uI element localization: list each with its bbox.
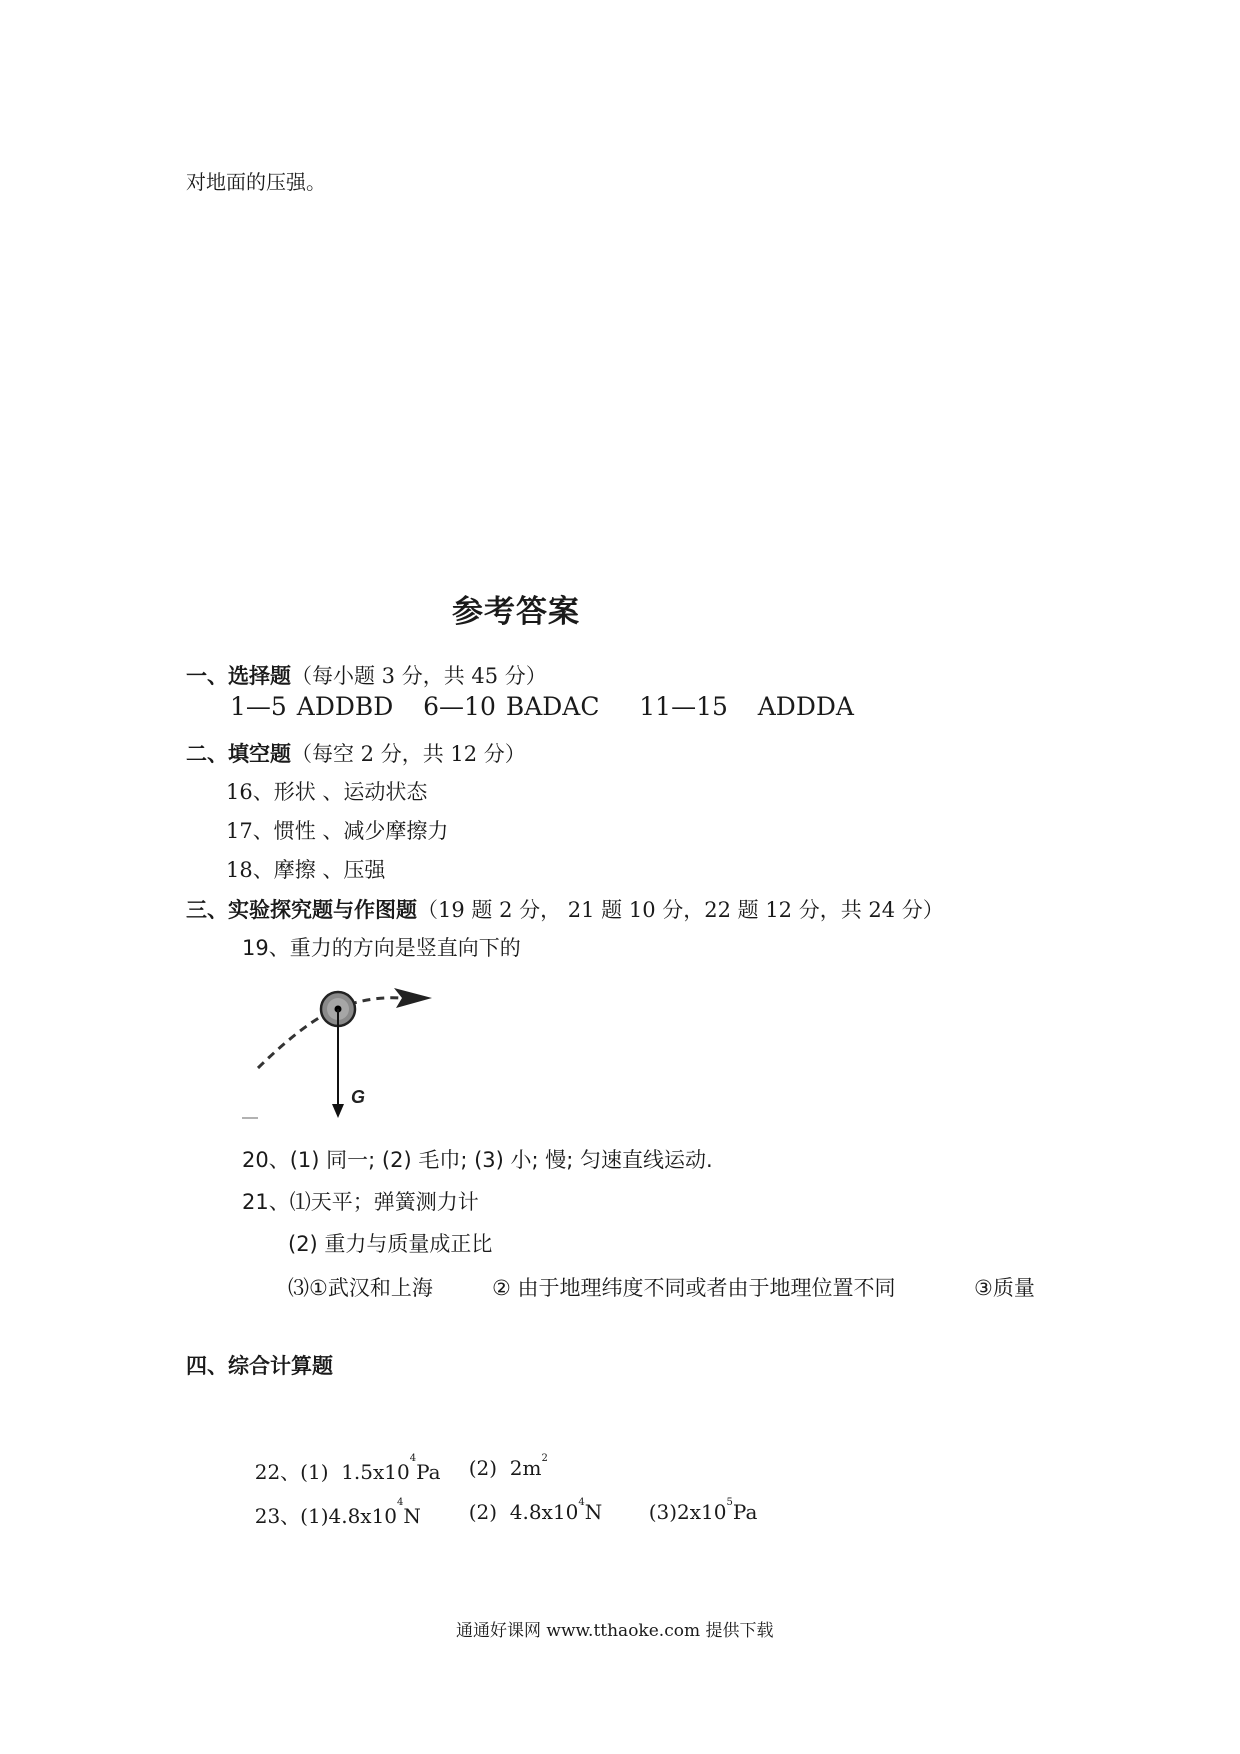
answer-21-line-3b: ② 由于地理纬度不同或者由于地理位置不同 bbox=[492, 1276, 896, 1300]
choice-answers: 1—5 ADDBD 6—10 BADAC 11—15 ADDDA bbox=[230, 692, 854, 721]
answer-23-part-3: (3)2x10 bbox=[648, 1500, 727, 1524]
answer-23-unit-1: N bbox=[403, 1504, 421, 1528]
answer-23b bbox=[456, 1476, 602, 1524]
section-2-heading-line bbox=[186, 738, 526, 768]
answer-23-unit-2: N bbox=[584, 1500, 603, 1524]
answer-20: 20、(1) 同一; (2) 毛巾; (3) 小; 慢; 匀速直线运动. bbox=[242, 1148, 713, 1172]
intro-text: 对地面的压强。 bbox=[186, 170, 326, 194]
trajectory-arrowhead bbox=[394, 988, 432, 1008]
section-1-heading-line bbox=[186, 660, 547, 690]
section-1-heading: 一、选择题 bbox=[186, 664, 291, 688]
fill-answer-17: 17、惯性 、减少摩擦力 bbox=[226, 819, 449, 843]
answer-22-unit-1: Pa bbox=[416, 1460, 441, 1484]
section-3-note: （19 题 2 分， 21 题 10 分，22 题 12 分，共 24 分） bbox=[417, 898, 944, 922]
answer-23-exp-3: 5 bbox=[726, 1497, 733, 1508]
gravity-arrowhead bbox=[332, 1104, 344, 1118]
gravity-diagram bbox=[236, 976, 446, 1126]
section-3-heading: 三、实验探究题与作图题 bbox=[186, 898, 417, 922]
answer-23 bbox=[242, 1476, 421, 1529]
answer-23c bbox=[636, 1476, 757, 1524]
section-4-heading: 四、综合计算题 bbox=[186, 1354, 333, 1378]
answer-21-line-1: 21、⑴天平；弹簧测力计 bbox=[242, 1190, 479, 1214]
section-1-note: （每小题 3 分，共 45 分） bbox=[291, 664, 547, 688]
answer-23-part-2: (2) 4.8x10 bbox=[468, 1500, 579, 1524]
answer-19: 19、重力的方向是竖直向下的 bbox=[242, 936, 521, 960]
section-2-heading: 二、填空题 bbox=[186, 742, 291, 766]
answer-21-line-2: (2) 重力与质量成正比 bbox=[288, 1232, 493, 1256]
answer-22-exp-2: 2 bbox=[541, 1453, 548, 1464]
section-2-note: （每空 2 分，共 12 分） bbox=[291, 742, 526, 766]
answer-23-part-1: 23、(1)4.8x10 bbox=[254, 1504, 398, 1528]
answer-23-exp-1: 4 bbox=[397, 1497, 404, 1508]
page-title: 参考答案 bbox=[452, 594, 580, 630]
answer-23-exp-2: 4 bbox=[578, 1497, 585, 1508]
answer-21-line-3c: ③质量 bbox=[974, 1276, 1035, 1300]
fill-answer-16: 16、形状 、运动状态 bbox=[226, 780, 428, 804]
section-3-heading-line bbox=[186, 894, 944, 924]
answer-21-line-3a: ⑶①武汉和上海 bbox=[288, 1276, 433, 1300]
answer-23-unit-3: Pa bbox=[732, 1500, 758, 1524]
answer-22-part-2: (2) 2m bbox=[468, 1456, 542, 1480]
answer-22-part-1: 22、(1) 1.5x10 bbox=[254, 1460, 410, 1484]
answer-22-exp-1: 4 bbox=[409, 1453, 417, 1464]
answer-22b bbox=[456, 1432, 548, 1480]
page-footer[interactable]: 通通好课网 www.tthaoke.com 提供下载 bbox=[456, 1621, 774, 1641]
gravity-label: G bbox=[351, 1087, 366, 1107]
fill-answer-18: 18、摩擦 、压强 bbox=[226, 858, 386, 882]
